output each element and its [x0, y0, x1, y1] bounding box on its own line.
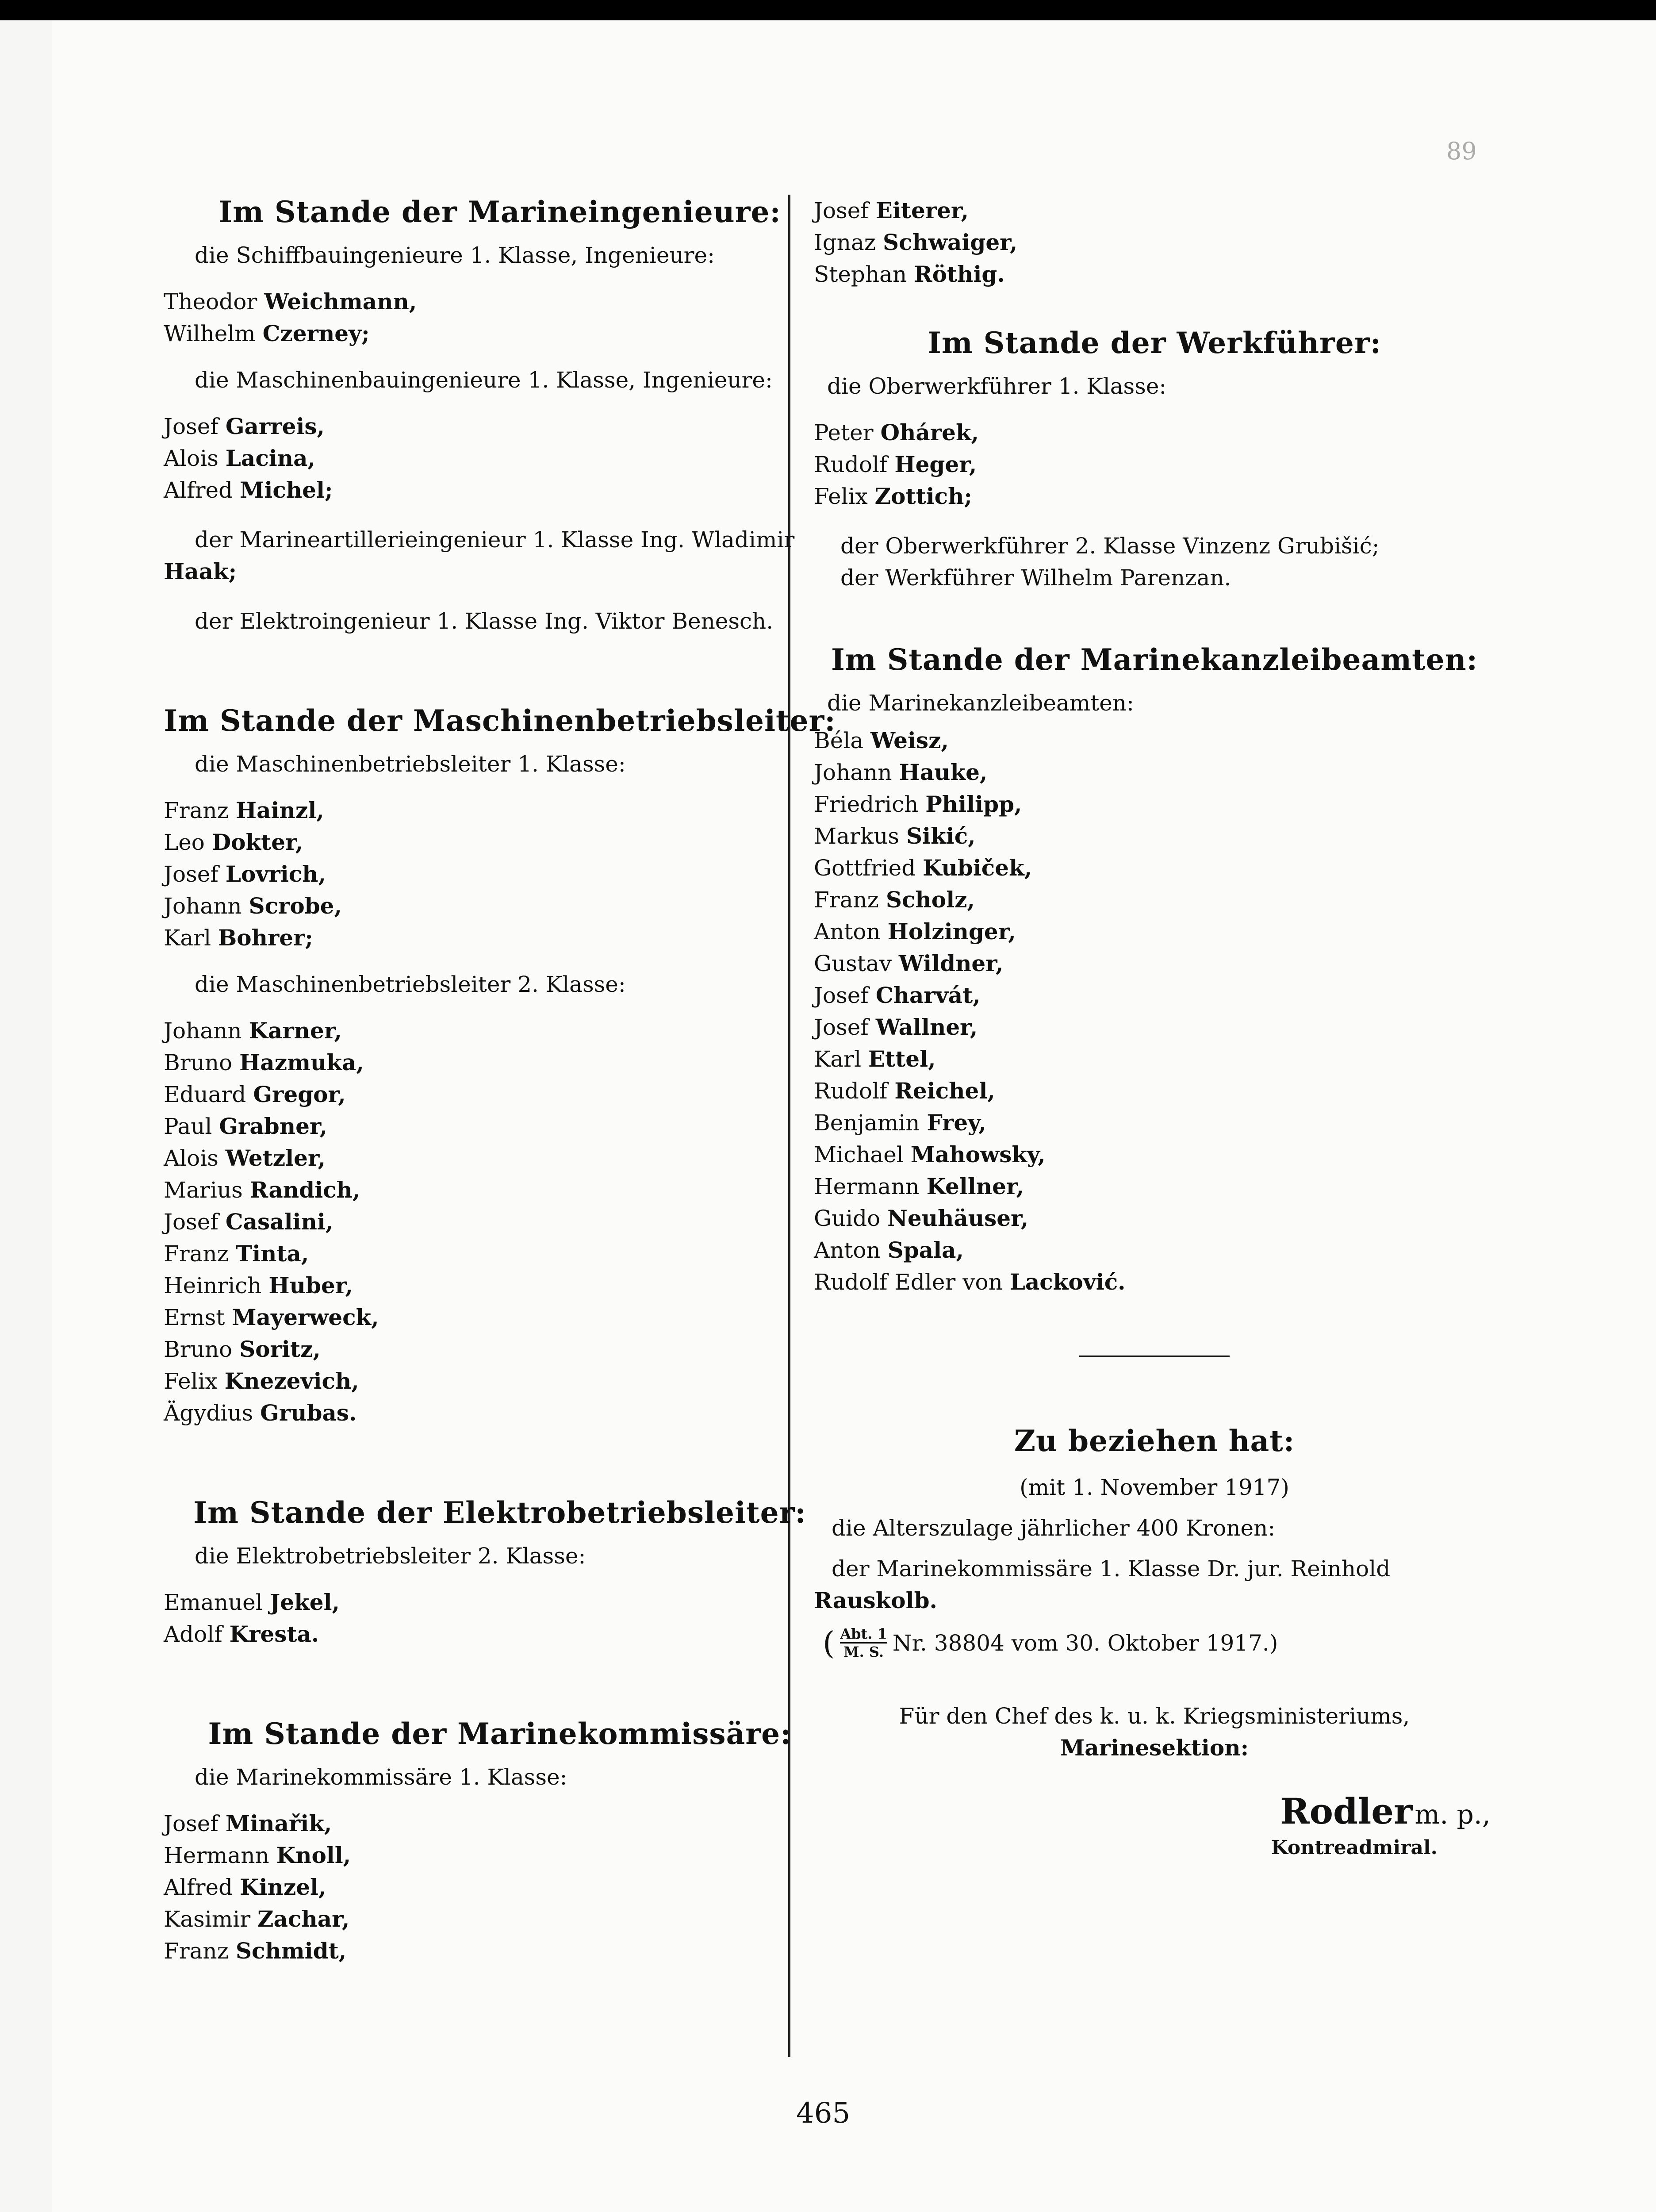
list-item — [164, 890, 836, 922]
given-name: Markus — [814, 823, 900, 849]
list-item — [814, 884, 1513, 916]
text-line: der Werkführer Wilhelm Parenzan. — [840, 565, 1231, 591]
name-list — [814, 195, 1513, 290]
surname: Soritz, — [239, 1336, 321, 1362]
list-item — [814, 948, 1513, 979]
surname: Dokter, — [211, 829, 303, 855]
section-heading: Im Stande der Marinekanzleibeamten: — [831, 642, 1478, 677]
list-item — [814, 820, 1513, 852]
right-column — [796, 195, 1513, 1859]
surname: Ettel, — [868, 1046, 936, 1072]
surname: Zottich; — [874, 483, 972, 509]
list-item — [164, 1871, 836, 1903]
surname: Gregor, — [253, 1081, 346, 1107]
given-name: Alfred — [164, 477, 233, 503]
surname: Reichel, — [894, 1078, 995, 1104]
section-heading: Zu beziehen hat: — [1014, 1424, 1295, 1458]
closing-line: Marinesektion: — [1060, 1735, 1249, 1761]
given-name: Peter — [814, 420, 874, 445]
surname: Scholz, — [886, 887, 975, 913]
surname: Huber, — [268, 1272, 353, 1298]
given-name: Emanuel — [164, 1590, 263, 1615]
surname: Ohárek, — [880, 419, 979, 445]
surname: Michel; — [240, 477, 333, 503]
surname: Kresta. — [229, 1621, 319, 1647]
page-left-margin — [0, 20, 52, 2212]
signature-name: Rodler — [1280, 1790, 1413, 1832]
given-name: Alois — [164, 445, 218, 471]
surname: Kellner, — [926, 1173, 1024, 1199]
effective-date: (mit 1. November 1917) — [1020, 1475, 1289, 1500]
surname: Knezevich, — [224, 1368, 359, 1394]
list-item — [814, 1043, 1513, 1075]
surname: Holzinger, — [887, 918, 1016, 945]
surname: Lacina, — [225, 445, 315, 471]
surname: Hauke, — [899, 759, 988, 785]
given-name: Josef — [164, 414, 218, 439]
list-item — [164, 1586, 836, 1618]
given-name: Kasimir — [164, 1906, 251, 1932]
surname: Knoll, — [276, 1842, 351, 1868]
list-item — [164, 1206, 836, 1238]
given-name: Josef — [164, 1811, 218, 1836]
list-item — [164, 1302, 836, 1333]
surname: Randich, — [249, 1177, 360, 1203]
given-name: Wilhelm — [164, 321, 256, 346]
text-line: der Marinekommissäre 1. Klasse Dr. jur. Reinhold — [832, 1556, 1391, 1582]
surname: Czerney; — [262, 320, 370, 346]
section-intro: die Maschinenbetriebsleiter 2. Klasse: — [195, 972, 626, 997]
name-list — [164, 1808, 836, 1967]
surname: Eiterer, — [875, 197, 969, 223]
text-line: der Oberwerkführer 2. Klasse Vinzenz Grubišić; — [840, 533, 1380, 559]
surname: Mahowsky, — [910, 1141, 1046, 1167]
section-heading: Im Stande der Marinekommissäre: — [208, 1717, 792, 1751]
surname: Tinta, — [235, 1240, 309, 1267]
given-name: Johann — [814, 760, 892, 785]
given-name: Bruno — [164, 1336, 233, 1362]
list-item — [164, 1935, 836, 1967]
list-item — [164, 858, 836, 890]
surname: Schmidt, — [235, 1938, 347, 1964]
surname: Grubas. — [260, 1400, 357, 1426]
list-item — [814, 417, 1513, 449]
surname: Jekel, — [269, 1589, 340, 1615]
given-name: Franz — [164, 1938, 229, 1964]
surname: Kubiček, — [923, 855, 1032, 881]
given-name: Alois — [164, 1145, 218, 1171]
list-item — [164, 1270, 836, 1302]
list-item — [814, 195, 1513, 227]
surname: Grabner, — [219, 1113, 327, 1139]
signature-rank: Kontreadmiral. — [1271, 1836, 1438, 1859]
surname: Minařik, — [225, 1810, 332, 1836]
given-name: Johann — [164, 1018, 242, 1044]
given-name: Eduard — [164, 1082, 246, 1107]
list-item — [164, 1015, 836, 1047]
given-name: Ernst — [164, 1305, 225, 1330]
surname: Kinzel, — [240, 1874, 326, 1900]
surname: Weichmann, — [264, 288, 417, 315]
list-item — [814, 916, 1513, 948]
given-name: Karl — [814, 1046, 862, 1072]
list-item — [164, 1047, 836, 1079]
section-heading: Im Stande der Elektrobetriebsleiter: — [193, 1495, 806, 1530]
list-item — [814, 480, 1513, 512]
list-item — [164, 1365, 836, 1397]
section-heading: Im Stande der Marineingenieure: — [218, 195, 781, 229]
given-name: Franz — [164, 798, 229, 823]
given-name: Alfred — [164, 1874, 233, 1900]
surname: Neuhäuser, — [887, 1205, 1029, 1231]
given-name: Josef — [814, 198, 869, 223]
corner-page-number: 89 — [1446, 137, 1477, 165]
surname: Karner, — [249, 1018, 342, 1044]
surname: Sikić, — [906, 823, 976, 849]
name-list — [164, 411, 836, 506]
list-item — [814, 449, 1513, 480]
given-name: Theodor — [164, 289, 257, 315]
surname: Hainzl, — [235, 797, 324, 823]
reference-top: Abt. 1 — [840, 1625, 887, 1644]
section-heading: Im Stande der Werkführer: — [927, 326, 1382, 360]
list-item — [164, 411, 836, 442]
list-item — [164, 286, 836, 318]
list-item — [814, 1202, 1513, 1234]
given-name: Johann — [164, 893, 242, 919]
given-name: Josef — [164, 861, 218, 887]
list-item — [164, 1110, 836, 1142]
surname: Bohrer; — [218, 925, 313, 951]
list-item — [164, 442, 836, 474]
list-item — [814, 227, 1513, 258]
left-column — [164, 195, 836, 1967]
list-item — [164, 1333, 836, 1365]
section-heading: Im Stande der Maschinenbetriebsleiter: — [164, 703, 836, 738]
given-name: Felix — [814, 484, 868, 509]
given-name: Paul — [164, 1114, 212, 1139]
given-name: Rudolf — [814, 452, 888, 477]
list-item — [814, 1107, 1513, 1139]
list-item — [164, 318, 836, 349]
list-item — [164, 1142, 836, 1174]
list-item — [164, 795, 836, 826]
surname: Garreis, — [225, 413, 325, 439]
surname: Zachar, — [257, 1906, 350, 1932]
surname: Spala, — [887, 1237, 964, 1263]
list-item — [814, 1075, 1513, 1107]
list-item — [164, 1903, 836, 1935]
page-number: 465 — [796, 2097, 851, 2130]
list-item — [814, 979, 1513, 1011]
given-name: Gottfried — [814, 855, 916, 881]
given-name: Adolf — [164, 1621, 222, 1647]
list-item — [164, 922, 836, 954]
list-item — [814, 757, 1513, 788]
reference-fraction — [840, 1625, 887, 1660]
name-list — [164, 1586, 836, 1650]
signature-suffix: m. p., — [1414, 1799, 1491, 1830]
reference-text: Nr. 38804 vom 30. Oktober 1917.) — [892, 1630, 1278, 1656]
list-item — [164, 474, 836, 506]
surname: Charvát, — [875, 982, 981, 1008]
surname: Mayerweck, — [232, 1304, 379, 1330]
surname: Hazmuka, — [239, 1049, 364, 1075]
reference-bottom: M. S. — [843, 1644, 884, 1660]
text-line: der Elektroingenieur 1. Klasse Ing. Viktor Benesch. — [195, 608, 774, 634]
list-item — [164, 1238, 836, 1270]
surname: Lovrich, — [225, 861, 326, 887]
given-name: Ignaz — [814, 230, 876, 255]
given-name: Anton — [814, 1237, 881, 1263]
surname: Wildner, — [898, 950, 1004, 976]
section-intro: die Oberwerkführer 1. Klasse: — [827, 373, 1167, 399]
signature-block — [796, 1790, 1513, 1832]
section-intro: die Marinekanzleibeamten: — [827, 690, 1134, 716]
open-paren: ( — [823, 1624, 835, 1661]
surname: Schwaiger, — [883, 229, 1018, 255]
surname: Wallner, — [875, 1014, 978, 1040]
given-name: Rudolf — [814, 1078, 888, 1104]
given-name: Heinrich — [164, 1273, 262, 1298]
list-item — [164, 1079, 836, 1110]
given-name: Felix — [164, 1368, 218, 1394]
closing-line: Für den Chef des k. u. k. Kriegsministeriums, — [899, 1703, 1410, 1729]
list-item — [814, 1234, 1513, 1266]
given-name: Bruno — [164, 1050, 233, 1075]
list-item — [164, 1808, 836, 1839]
text-line: die Alterszulage jährlicher 400 Kronen: — [832, 1515, 1276, 1541]
list-item — [164, 1174, 836, 1206]
given-name: Josef — [814, 1014, 869, 1040]
given-name: Michael — [814, 1142, 904, 1167]
given-name: Stephan — [814, 261, 907, 287]
list-item — [164, 1839, 836, 1871]
list-item — [814, 258, 1513, 290]
list-item — [164, 1397, 836, 1429]
surname: Weisz, — [870, 727, 949, 753]
section-intro: die Marinekommissäre 1. Klasse: — [195, 1764, 567, 1790]
section-intro: die Maschinenbauingenieure 1. Klasse, Ingenieure: — [195, 367, 773, 393]
given-name: Josef — [164, 1209, 218, 1235]
given-name: Béla — [814, 728, 864, 753]
section-rule-wrap — [796, 1356, 1513, 1357]
given-name: Gustav — [814, 951, 892, 976]
surname: Wetzler, — [225, 1145, 326, 1171]
list-item — [814, 725, 1513, 757]
section-rule — [1079, 1356, 1230, 1357]
given-name: Friedrich — [814, 791, 919, 817]
given-name: Franz — [814, 887, 879, 913]
surname: Casalini, — [225, 1209, 334, 1235]
text-line: Rauskolb. — [814, 1587, 937, 1613]
list-item — [814, 1011, 1513, 1043]
name-list — [814, 725, 1513, 1298]
name-list — [164, 286, 836, 349]
surname: Röthig. — [914, 261, 1005, 287]
given-name: Hermann — [814, 1174, 920, 1199]
text-line: der Marineartillerieingenieur 1. Klasse Ing. Wladimir — [195, 527, 795, 553]
given-name: Guido — [814, 1206, 881, 1231]
list-item — [164, 1618, 836, 1650]
surname: Frey, — [927, 1110, 986, 1136]
given-name: Anton — [814, 919, 881, 945]
given-name: Leo — [164, 830, 205, 855]
section-intro: die Schiffbauingenieure 1. Klasse, Ingenieure: — [195, 242, 715, 268]
name-list — [814, 417, 1513, 512]
list-item — [814, 788, 1513, 820]
list-item — [814, 1171, 1513, 1202]
section-intro: die Elektrobetriebsleiter 2. Klasse: — [195, 1543, 586, 1569]
surname: Lacković. — [1009, 1269, 1126, 1295]
given-name: Josef — [814, 983, 869, 1008]
given-name: Hermann — [164, 1843, 269, 1868]
name-list — [164, 795, 836, 954]
given-name: Benjamin — [814, 1110, 920, 1136]
list-item — [814, 1266, 1513, 1298]
name-list — [164, 1015, 836, 1429]
text-line: Haak; — [164, 558, 237, 584]
given-name: Marius — [164, 1177, 243, 1203]
given-name: Rudolf Edler von — [814, 1269, 1003, 1295]
surname: Philipp, — [925, 791, 1022, 817]
given-name: Karl — [164, 925, 211, 951]
given-name: Franz — [164, 1241, 229, 1267]
list-item — [814, 1139, 1513, 1171]
list-item — [164, 826, 836, 858]
section-intro: die Maschinenbetriebsleiter 1. Klasse: — [195, 751, 626, 777]
surname: Scrobe, — [249, 893, 342, 919]
reference — [823, 1625, 1513, 1660]
surname: Heger, — [894, 451, 977, 477]
list-item — [814, 852, 1513, 884]
given-name: Ägydius — [164, 1400, 253, 1426]
